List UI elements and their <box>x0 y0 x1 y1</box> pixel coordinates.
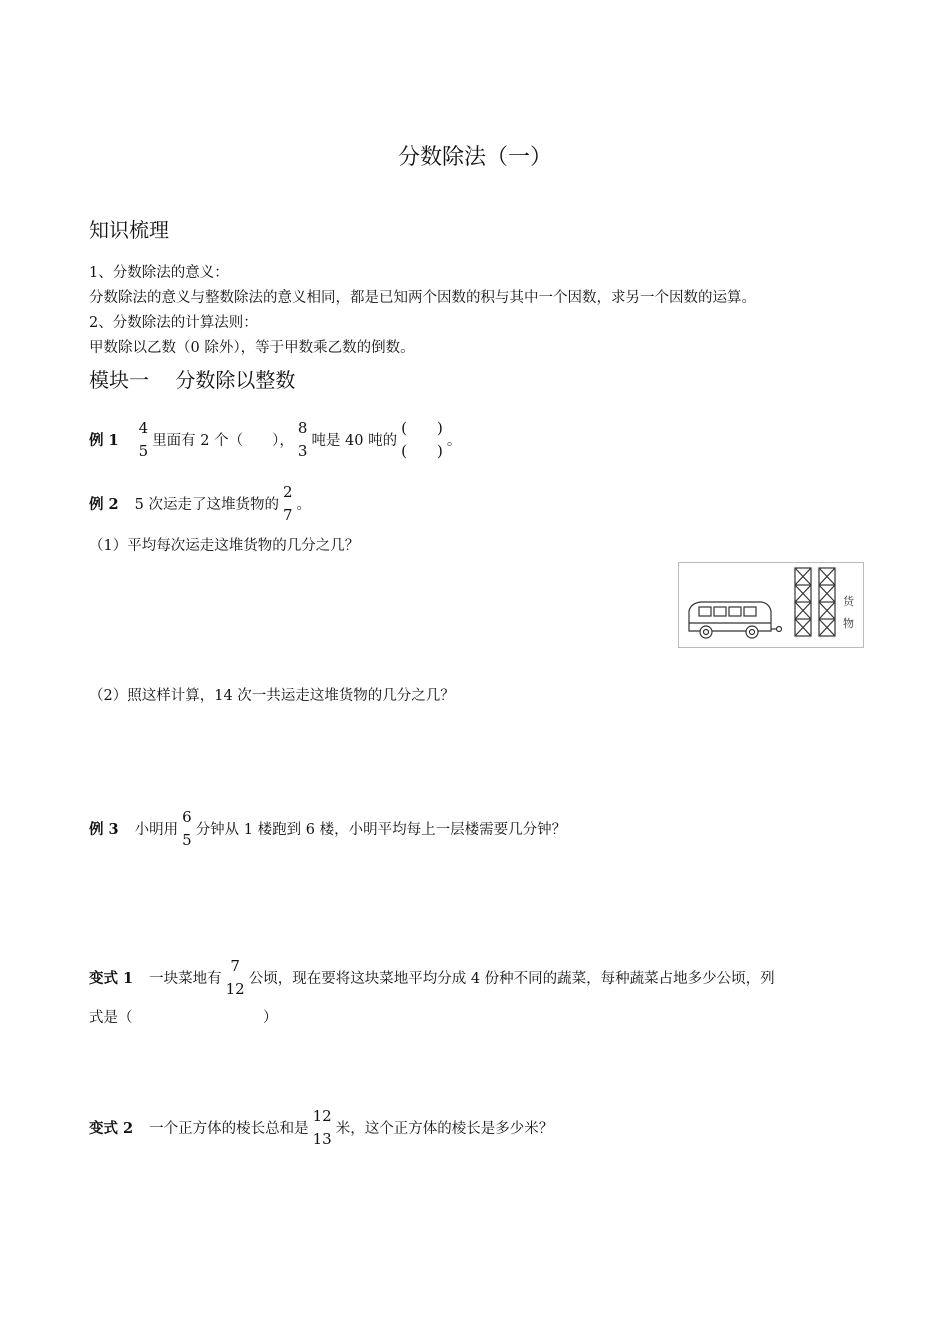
fraction-numerator: 6 <box>182 808 192 826</box>
variant-2-text-1: 一个正方体的棱长总和是 <box>149 1121 309 1137</box>
example-1-label: 例 1 <box>89 432 119 449</box>
fraction-numerator: 7 <box>230 957 240 975</box>
variant-1 <box>89 956 775 999</box>
variant-2-text-2: 米，这个正方体的棱长是多少米？ <box>335 1121 554 1137</box>
variant-1-label: 变式 1 <box>89 970 134 987</box>
example-3 <box>89 807 566 850</box>
answer-blank-top: ( ) <box>401 419 443 437</box>
knowledge-2-text: 甲数除以乙数（0 除外），等于甲数乘乙数的倒数。 <box>89 340 415 356</box>
answer-blank-bottom: ( ) <box>401 442 443 460</box>
fraction-numerator: 8 <box>297 419 308 437</box>
example-1-text-3: 。 <box>446 433 462 449</box>
fraction-numerator: 4 <box>138 419 149 437</box>
example-2 <box>89 482 311 525</box>
answer-blank-fraction <box>401 418 443 461</box>
fraction-denominator: 12 <box>225 980 245 998</box>
fraction-denominator: 5 <box>138 442 149 460</box>
example-1-text-2: 吨是 40 吨的 <box>311 433 398 449</box>
variant-2 <box>89 1106 553 1149</box>
fraction-denominator: 3 <box>297 442 308 460</box>
fraction <box>298 418 308 461</box>
cargo-label-1: 货 <box>843 595 854 608</box>
bus-cargo-drawing <box>679 563 863 647</box>
fraction-denominator: 5 <box>182 831 192 849</box>
example-2-question-1: （1）平均每次运走这堆货物的几分之几？ <box>89 538 360 554</box>
variant-1-text-2: 公顷，现在要将这块菜地平均分成 4 份种不同的蔬菜，每种蔬菜占地多少公顷，列 <box>248 971 775 987</box>
bus-cargo-illustration <box>678 562 864 648</box>
fraction <box>313 1106 332 1149</box>
example-3-text-1: 小明用 <box>134 822 179 838</box>
example-2-label: 例 2 <box>89 496 119 513</box>
fraction <box>226 956 245 999</box>
example-2-text-2: 。 <box>296 497 312 513</box>
fraction-numerator: 2 <box>282 483 293 501</box>
section-knowledge-heading: 知识梳理 <box>89 218 169 242</box>
knowledge-1-heading: 1、分数除法的意义： <box>89 265 229 281</box>
knowledge-1-text: 分数除法的意义与整数除法的意义相同，都是已知两个因数的积与其中一个因数，求另一个因数的运算。 <box>89 290 756 306</box>
module-1-heading: 模块一 分数除以整数 <box>89 368 296 392</box>
fraction <box>139 418 149 461</box>
fraction-numerator: 12 <box>312 1107 332 1125</box>
fraction-denominator: 13 <box>312 1130 332 1148</box>
variant-1-text-3: 式是（ ） <box>89 1010 278 1026</box>
variant-2-label: 变式 2 <box>89 1120 134 1137</box>
page-title: 分数除法（一） <box>397 145 552 170</box>
cargo-label-2: 物 <box>843 617 854 630</box>
example-1-text-1: 里面有 2 个（ ）， <box>152 433 294 449</box>
fraction-denominator: 7 <box>282 506 293 524</box>
fraction <box>283 482 293 525</box>
knowledge-2-heading: 2、分数除法的计算法则： <box>89 315 258 331</box>
example-2-question-2: （2）照这样计算，14 次一共运走这堆货物的几分之几？ <box>89 688 455 704</box>
example-3-text-2: 分钟从 1 楼跑到 6 楼，小明平均每上一层楼需要几分钟？ <box>195 822 567 838</box>
variant-1-text-1: 一块菜地有 <box>149 971 222 987</box>
fraction <box>182 807 192 850</box>
example-3-label: 例 3 <box>89 821 119 838</box>
example-1 <box>89 418 461 461</box>
example-2-text-1: 5 次运走了这堆货物的 <box>134 497 279 513</box>
